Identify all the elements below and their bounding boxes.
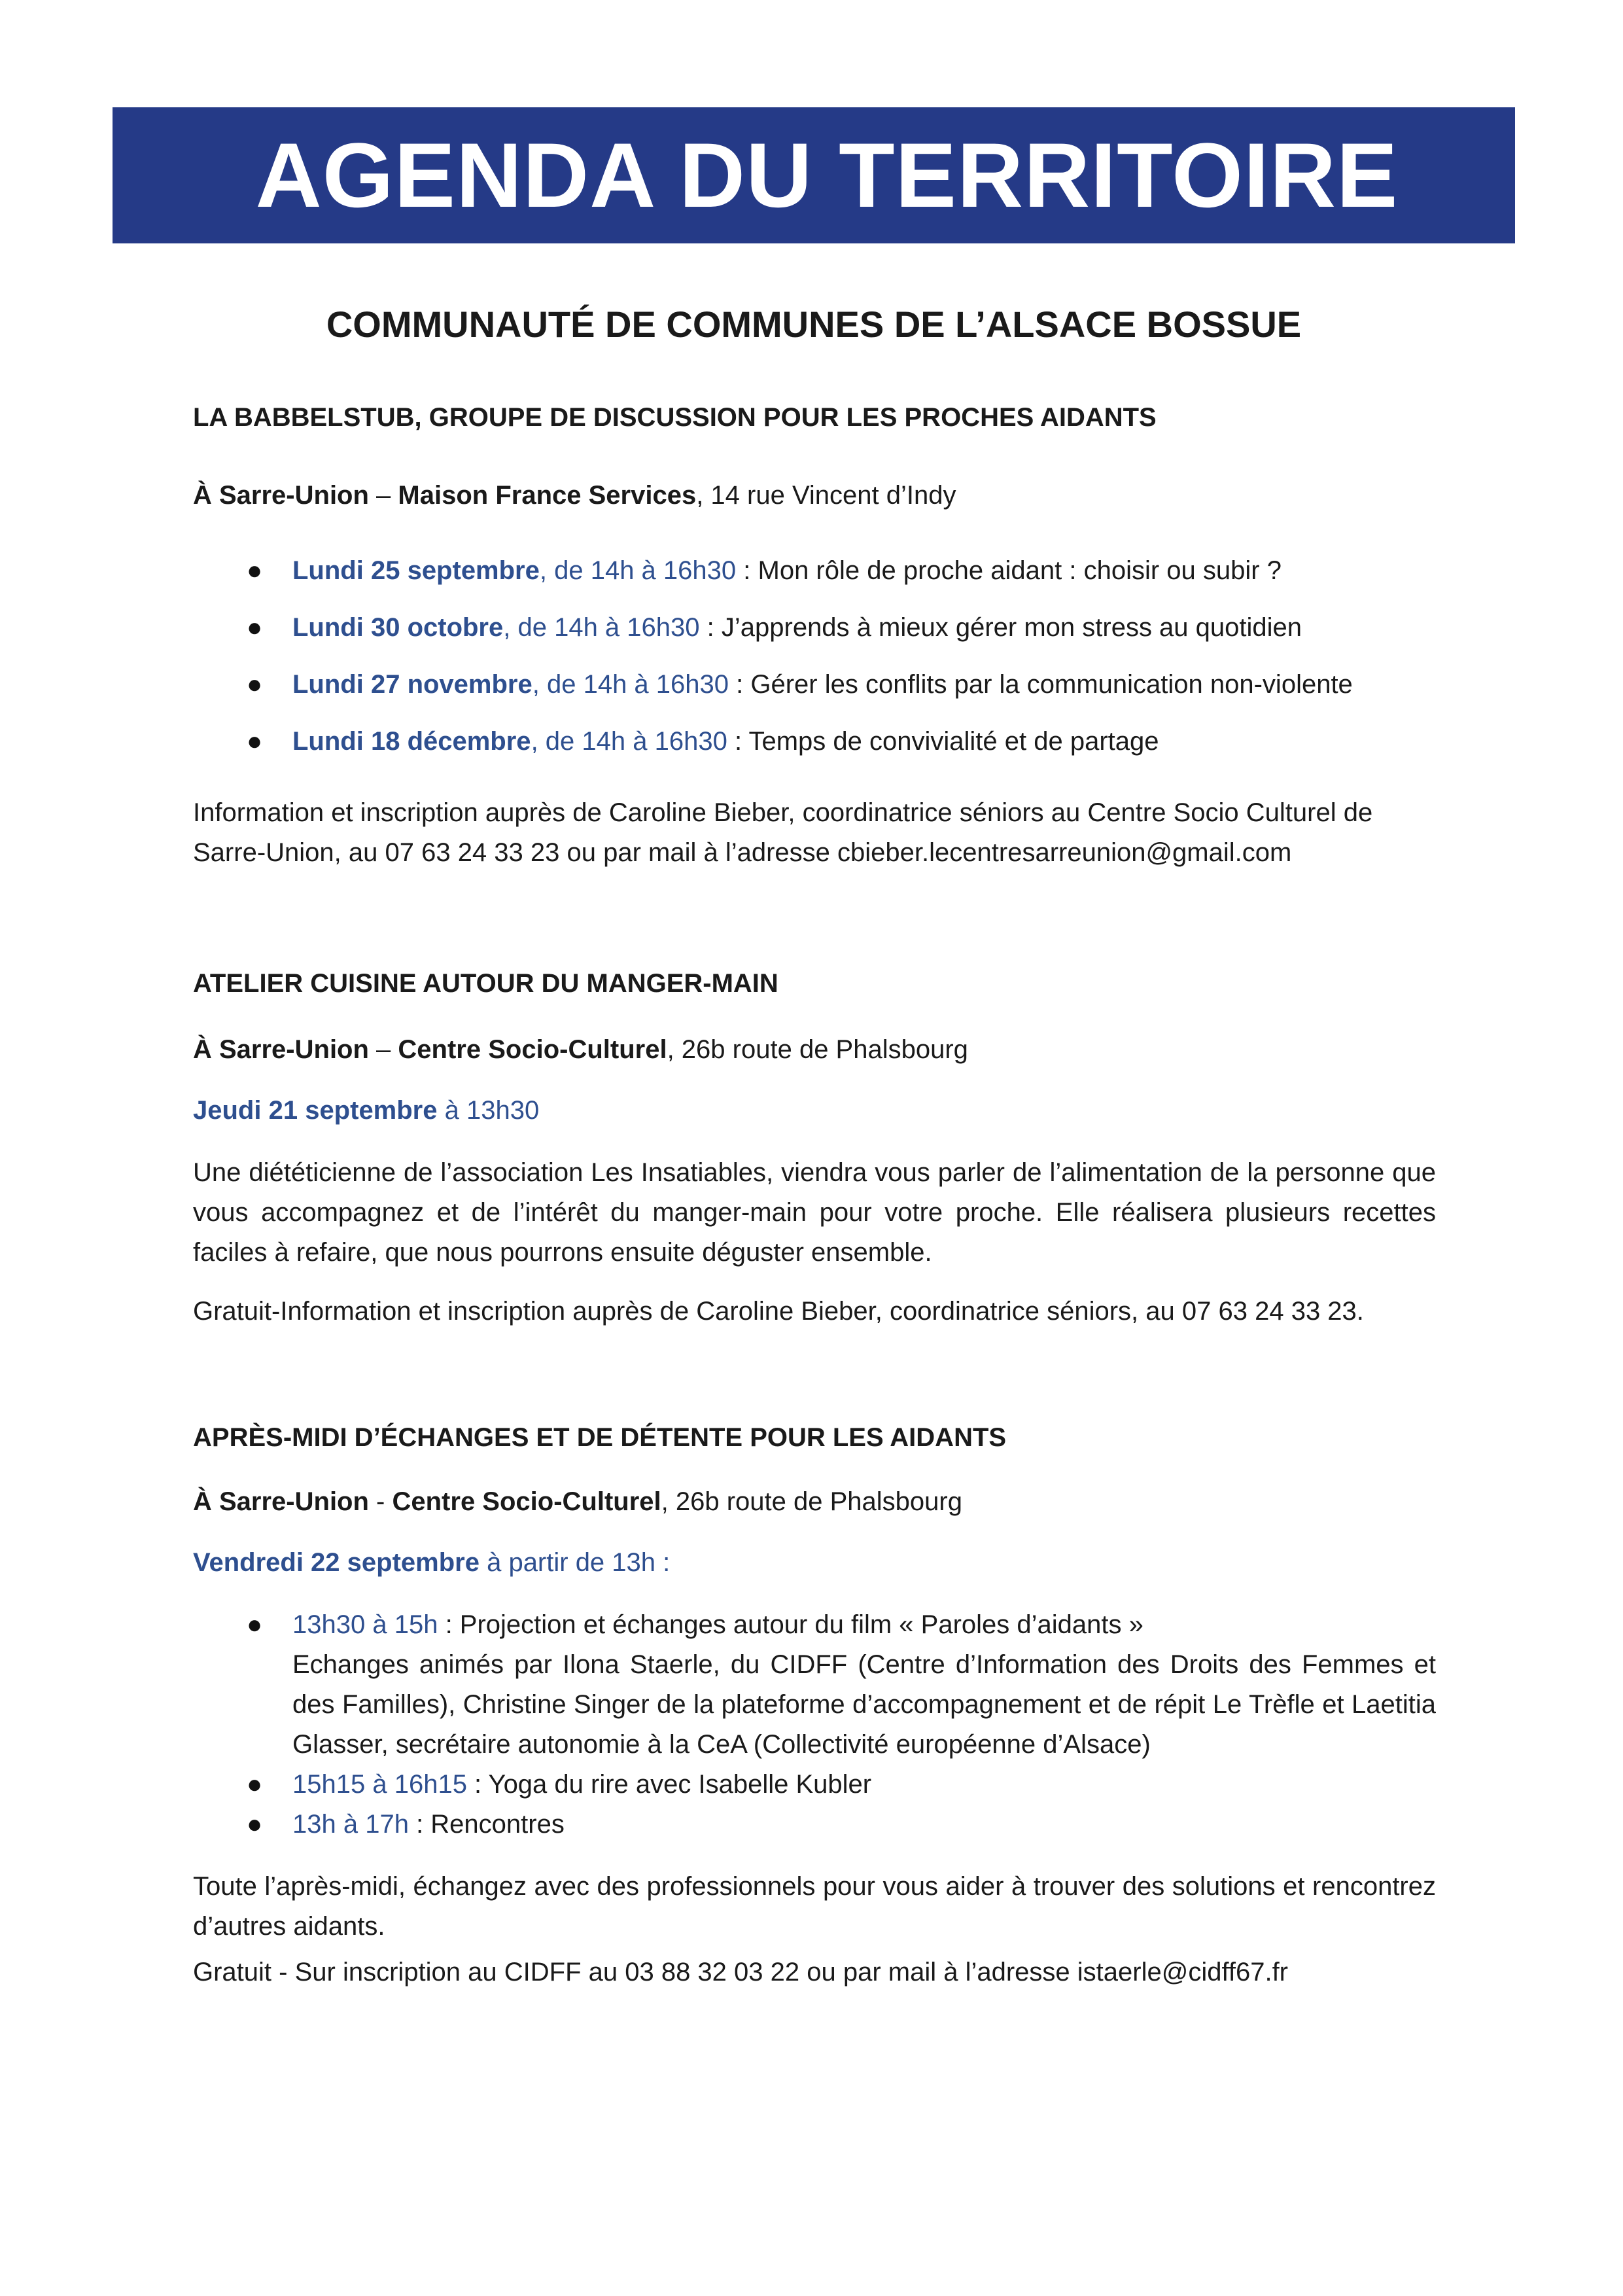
location-separator: - xyxy=(368,1487,393,1516)
location-separator: – xyxy=(368,1035,398,1064)
program-time: 13h à 17h xyxy=(292,1810,409,1839)
bullet-icon: ● xyxy=(247,1810,263,1839)
program-desc: : Projection et échanges autour du film « Paroles d’aidants » xyxy=(438,1610,1143,1639)
session-time: , de 14h à 16h30 xyxy=(539,556,737,585)
session-desc: : J’apprends à mieux gérer mon stress au quotidien xyxy=(699,613,1302,642)
bullet-icon: ● xyxy=(247,1770,263,1799)
section-info: Gratuit-Information et inscription auprès de Caroline Bieber, coordinatrice séniors, au 07 63 24 33 23. xyxy=(193,1297,1364,1326)
bullet-icon: ● xyxy=(247,1610,263,1639)
list-item xyxy=(193,1805,1436,1845)
section-info: Information et inscription auprès de Caroline Bieber, coordinatrice séniors au Centre Socio Culturel de Sarre-Union, au 07 63 24 33 23 ou par mail à l’adresse cbieber.lecentresarreunion@gmail.com xyxy=(193,798,1373,867)
list-item xyxy=(193,1765,1436,1805)
program-desc: : Rencontres xyxy=(408,1810,565,1839)
location-city: À Sarre-Union xyxy=(193,1035,369,1064)
event-time: à partir de 13h : xyxy=(479,1548,671,1577)
session-time: , de 14h à 16h30 xyxy=(503,613,700,642)
program-time: 13h30 à 15h xyxy=(292,1610,438,1639)
event-day: Vendredi 22 septembre xyxy=(193,1548,480,1577)
location-venue: Centre Socio-Culturel xyxy=(398,1035,667,1064)
session-day: Lundi 30 octobre xyxy=(292,613,504,642)
section-title-babbelstub: LA BABBELSTUB, GROUPE DE DISCUSSION POUR LES PROCHES AIDANTS xyxy=(193,403,1157,432)
section-location xyxy=(193,1482,1436,1522)
section-location xyxy=(193,476,1436,516)
section-info: Gratuit - Sur inscription au CIDFF au 03 88 32 03 22 ou par mail à l’adresse istaerle@cidff67.fr xyxy=(193,1958,1289,1987)
banner-title: AGENDA DU TERRITOIRE xyxy=(255,124,1399,226)
program-detail: Echanges animés par Ilona Staerle, du CIDFF (Centre d’Information des Droits des Femmes et des Familles), Christine Singer de la plateforme d’accompagnement et de répit Le Trèfle et Laetitia Glasser, secrétaire autonomie à la CeA (Collectivité européenne d’Alsace) xyxy=(292,1650,1436,1759)
list-item xyxy=(193,1605,1436,1765)
event-time: à 13h30 xyxy=(437,1096,540,1125)
location-address: , 26b route de Phalsbourg xyxy=(661,1487,962,1516)
section-description: Une diététicienne de l’association Les Insatiables, viendra vous parler de l’alimentation de la personne que vous accompagnez et de l’intérêt du manger-main pour votre proche. Elle réalisera plusieurs recettes faciles à refaire, que nous pourrons ensuite déguster ensemble. xyxy=(193,1158,1436,1267)
location-separator: – xyxy=(368,481,398,510)
event-day: Jeudi 21 septembre xyxy=(193,1096,438,1125)
list-item xyxy=(193,551,1436,591)
bullet-icon: ● xyxy=(247,613,263,642)
location-city: À Sarre-Union xyxy=(193,481,369,510)
section-title-apres-midi: APRÈS-MIDI D’ÉCHANGES ET DE DÉTENTE POUR LES AIDANTS xyxy=(193,1423,1007,1452)
header-banner xyxy=(113,107,1515,243)
location-venue: Centre Socio-Culturel xyxy=(392,1487,661,1516)
session-desc: : Mon rôle de proche aidant : choisir ou subir ? xyxy=(736,556,1282,585)
section-title-atelier-cuisine: ATELIER CUISINE AUTOUR DU MANGER-MAIN xyxy=(193,969,778,998)
section-description: Toute l’après-midi, échangez avec des professionnels pour vous aider à trouver des solutions et rencontrez d’autres aidants. xyxy=(193,1872,1436,1941)
org-title: COMMUNAUTÉ DE COMMUNES DE L’ALSACE BOSSUE xyxy=(326,304,1302,345)
bullet-icon: ● xyxy=(247,556,263,585)
session-time: , de 14h à 16h30 xyxy=(531,727,727,756)
program-list xyxy=(193,1605,1436,1845)
location-venue: Maison France Services xyxy=(398,481,697,510)
list-item xyxy=(193,608,1436,648)
bullet-icon: ● xyxy=(247,727,263,756)
session-desc: : Temps de convivialité et de partage xyxy=(727,727,1159,756)
program-time: 15h15 à 16h15 xyxy=(292,1770,467,1799)
location-city: À Sarre-Union xyxy=(193,1487,369,1516)
session-time: , de 14h à 16h30 xyxy=(532,670,729,699)
bullet-icon: ● xyxy=(247,670,263,699)
list-item xyxy=(193,722,1436,762)
location-address: , 26b route de Phalsbourg xyxy=(667,1035,968,1064)
session-day: Lundi 18 décembre xyxy=(292,727,531,756)
session-list xyxy=(193,551,1436,779)
section-location xyxy=(193,1030,1436,1070)
section-date xyxy=(193,1543,1436,1583)
session-desc: : Gérer les conflits par la communication non-violente xyxy=(729,670,1353,699)
session-day: Lundi 25 septembre xyxy=(292,556,540,585)
session-day: Lundi 27 novembre xyxy=(292,670,532,699)
list-item xyxy=(193,665,1436,705)
program-desc: : Yoga du rire avec Isabelle Kubler xyxy=(466,1770,872,1799)
section-date xyxy=(193,1091,1436,1131)
location-address: , 14 rue Vincent d’Indy xyxy=(696,481,956,510)
